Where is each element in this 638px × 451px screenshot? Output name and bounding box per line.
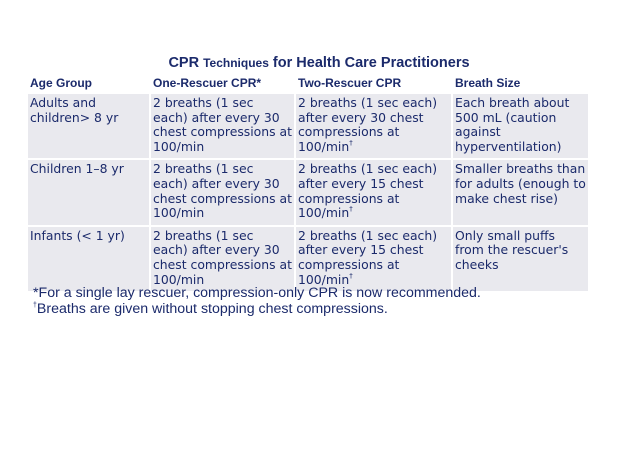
cell-breath-size: Only small puffs from the rescuer's cheeks xyxy=(452,226,588,291)
dagger-mark: † xyxy=(349,138,353,147)
title-rest: for Health Care Practitioners xyxy=(272,55,470,71)
footnote-breaths xyxy=(33,301,481,317)
cell-two-rescuer-text: 2 breaths (1 sec each) after every 15 chest compressions at 100/min xyxy=(298,227,438,287)
cell-two-rescuer-text: 2 breaths (1 sec each) after every 15 chest compressions at 100/min xyxy=(298,161,438,221)
cpr-table xyxy=(28,74,588,291)
header-one-rescuer: One-Rescuer CPR* xyxy=(150,74,295,93)
dagger-mark: † xyxy=(349,205,353,214)
cell-breath-size: Each breath about 500 mL (caution against hyperventilation) xyxy=(452,93,588,159)
table-row xyxy=(28,226,588,291)
header-two-rescuer: Two-Rescuer CPR xyxy=(295,74,452,93)
footnotes xyxy=(33,285,481,317)
cell-one-rescuer: 2 breaths (1 sec each) after every 30 chest compressions at 100/min xyxy=(150,159,295,225)
cell-two-rescuer xyxy=(295,226,452,291)
cell-age: Infants (< 1 yr) xyxy=(28,226,150,291)
header-breath-size: Breath Size xyxy=(452,74,588,93)
cell-one-rescuer: 2 breaths (1 sec each) after every 30 chest compressions at 100/min xyxy=(150,93,295,159)
title-techniques: Techniques xyxy=(203,56,269,70)
dagger-mark: † xyxy=(349,271,353,280)
table-header-row xyxy=(28,74,588,93)
header-age-group: Age Group xyxy=(28,74,150,93)
cell-age: Children 1–8 yr xyxy=(28,159,150,225)
table-row xyxy=(28,159,588,225)
table-row xyxy=(28,93,588,159)
title-main: CPR xyxy=(168,55,200,71)
cell-one-rescuer: 2 breaths (1 sec each) after every 30 chest compressions at 100/min xyxy=(150,226,295,291)
footnote-compression-only: *For a single lay rescuer, compression-only CPR is now recommended. xyxy=(33,285,481,301)
cell-two-rescuer xyxy=(295,159,452,225)
footnote-breaths-text: Breaths are given without stopping chest compressions. xyxy=(36,301,388,317)
page-title xyxy=(0,55,638,71)
cell-age: Adults and children> 8 yr xyxy=(28,93,150,159)
cell-breath-size: Smaller breaths than for adults (enough to make chest rise) xyxy=(452,159,588,225)
cell-two-rescuer xyxy=(295,93,452,159)
dagger-mark: † xyxy=(33,302,37,309)
cell-two-rescuer-text: 2 breaths (1 sec each) after every 30 chest compressions at 100/min xyxy=(298,95,438,154)
